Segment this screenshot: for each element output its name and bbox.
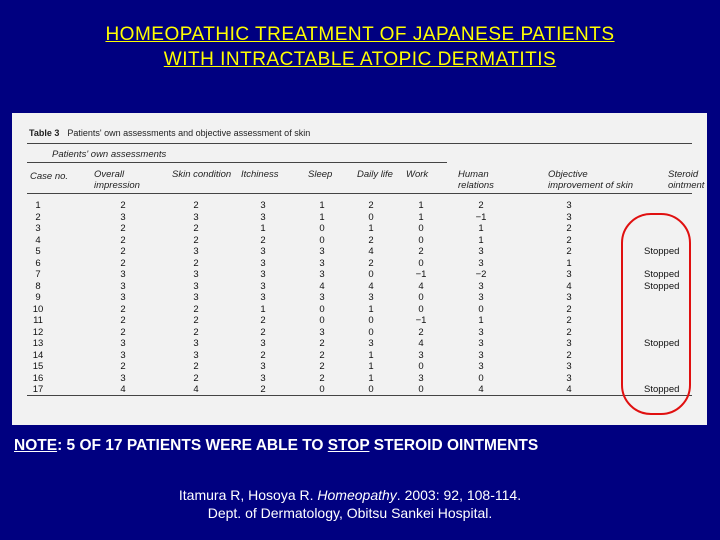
table-cell: 2	[368, 257, 374, 269]
table-cell: 3	[478, 326, 484, 338]
table-cell: 10	[32, 303, 44, 315]
table-cell: 3	[120, 349, 126, 361]
table-cell: −1	[415, 315, 427, 326]
citation-details: . 2003: 92, 108-114.	[396, 487, 522, 503]
table-cell: 3	[478, 338, 484, 349]
table-cell: 4	[319, 280, 325, 292]
table-cell: 1	[319, 211, 325, 223]
table-cell: 12	[32, 326, 44, 338]
table-header-1: Overall impression	[94, 169, 140, 191]
note-text	[14, 437, 714, 455]
table-cell: 3	[193, 292, 199, 303]
table-cell: 4	[193, 384, 199, 395]
table-cell: 3	[120, 280, 126, 292]
table-cell: 1	[35, 200, 41, 211]
table-cell: 16	[32, 372, 44, 384]
table-cell: 3	[193, 338, 199, 349]
table-cell: 4	[566, 384, 572, 395]
table-cell: 2	[120, 223, 126, 234]
table-number: Table 3	[29, 128, 60, 138]
table-cell: 4	[35, 234, 41, 246]
table-rule-top	[27, 143, 692, 144]
slide-title-line-2: WITH INTRACTABLE ATOPIC DERMATITIS	[163, 49, 557, 70]
table-header-9: Steroid ointment	[668, 169, 705, 191]
steroid-stopped-label: Stopped	[644, 246, 680, 257]
note-text-after: STEROID OINTMENTS	[369, 437, 539, 454]
table-cell: 0	[368, 269, 374, 280]
table-cell: 3	[260, 361, 266, 372]
table-cell: 0	[418, 257, 424, 269]
table-cell: 0	[368, 326, 374, 338]
table-cell: 7	[35, 269, 41, 280]
table-cell: 13	[32, 338, 44, 349]
table-cell: 2	[566, 303, 572, 315]
table-cell: 2	[566, 315, 572, 326]
table-cell: 2	[418, 246, 424, 257]
table-cell: 2	[35, 211, 41, 223]
table-cell: 3	[120, 338, 126, 349]
table-cell: 0	[368, 384, 374, 395]
table-cell: 2	[566, 326, 572, 338]
table-cell: 2	[193, 372, 199, 384]
table-cell: 8	[35, 280, 41, 292]
steroid-stopped-label: Stopped	[644, 280, 680, 292]
table-cell: 15	[32, 361, 44, 372]
table-cell: 2	[368, 234, 374, 246]
table-cell: 3	[566, 269, 572, 280]
table-cell: 14	[32, 349, 44, 361]
table-cell: 2	[368, 200, 374, 211]
table-cell: 2	[260, 349, 266, 361]
table-cell: 3	[319, 292, 325, 303]
slide-title-line-1: HOMEOPATHIC TREATMENT OF JAPANESE PATIENTS	[105, 24, 615, 45]
table-cell: 2	[319, 349, 325, 361]
table-cell: 0	[319, 303, 325, 315]
table-cell: 4	[566, 280, 572, 292]
table-header-4: Sleep	[308, 169, 333, 180]
table-cell: 1	[478, 315, 484, 326]
table-cell: 3	[566, 361, 572, 372]
table-cell: 0	[418, 234, 424, 246]
citation-journal: Homeopathy	[317, 487, 397, 503]
citation-line-1	[0, 487, 700, 503]
table-cell: 3	[260, 292, 266, 303]
table-header-2: Skin condition	[172, 169, 232, 180]
table-cell: 2	[120, 315, 126, 326]
table-cell: 3	[193, 246, 199, 257]
steroid-highlight-outline	[621, 213, 691, 415]
table-cell: 0	[418, 361, 424, 372]
table-cell: 3	[478, 246, 484, 257]
table-cell: 2	[193, 223, 199, 234]
table-cell: 3	[260, 338, 266, 349]
table-caption	[29, 128, 310, 138]
table-cell: 4	[418, 338, 424, 349]
table-cell: 1	[368, 303, 374, 315]
table-cell: 3	[368, 338, 374, 349]
table-cell: 3	[120, 269, 126, 280]
table-cell: 1	[418, 200, 424, 211]
table-cell: 3	[478, 280, 484, 292]
table-cell: 3	[319, 257, 325, 269]
table-cell: 2	[566, 234, 572, 246]
table-cell: 5	[35, 246, 41, 257]
table-cell: 2	[319, 361, 325, 372]
table-cell: 9	[35, 292, 41, 303]
table-cell: 1	[368, 349, 374, 361]
table-cell: 2	[193, 315, 199, 326]
table-cell: 3	[566, 211, 572, 223]
table-cell: 0	[418, 223, 424, 234]
table-header-6: Work	[406, 169, 429, 180]
table-cell: 2	[566, 223, 572, 234]
table-cell: 3	[566, 292, 572, 303]
table-cell: 2	[120, 326, 126, 338]
table-header-7: Human relations	[458, 169, 494, 191]
table-cell: 3	[319, 269, 325, 280]
table-cell: 2	[260, 234, 266, 246]
table-cell: 0	[418, 384, 424, 395]
table-cell: 3	[193, 211, 199, 223]
table-cell: 2	[193, 303, 199, 315]
table-cell: 2	[193, 361, 199, 372]
table-cell: 3	[478, 361, 484, 372]
table-subheading: Patients' own assessments	[52, 149, 167, 160]
table-header-8: Objective improvement of skin	[548, 169, 634, 191]
table-rule-sub	[27, 162, 447, 163]
table-cell: 3	[478, 292, 484, 303]
table-cell: 0	[319, 315, 325, 326]
note-label: NOTE	[14, 437, 58, 454]
table-cell: 1	[368, 372, 374, 384]
table-cell: 2	[319, 372, 325, 384]
note-emphasis: STOP	[327, 437, 370, 454]
citation-authors: Itamura R, Hosoya R.	[178, 487, 318, 503]
table-cell: 3	[260, 200, 266, 211]
table-cell: −1	[415, 269, 427, 280]
table-cell: 3	[319, 246, 325, 257]
table-cell: 2	[478, 200, 484, 211]
table-cell: 4	[478, 384, 484, 395]
table-cell: 2	[120, 257, 126, 269]
table-cell: 3	[260, 246, 266, 257]
table-cell: 1	[478, 223, 484, 234]
table-cell: 2	[193, 326, 199, 338]
table-cell: 1	[368, 361, 374, 372]
table-cell: 6	[35, 257, 41, 269]
table-cell: 0	[418, 292, 424, 303]
table-cell: 3	[260, 257, 266, 269]
table-cell: 2	[418, 326, 424, 338]
table-cell: 3	[418, 372, 424, 384]
table-cell: 3	[260, 372, 266, 384]
table-cell: 3	[368, 292, 374, 303]
table-cell: 0	[319, 234, 325, 246]
table-cell: 2	[120, 200, 126, 211]
steroid-stopped-label: Stopped	[644, 384, 680, 395]
table-cell: 3	[319, 326, 325, 338]
table-cell: 0	[319, 223, 325, 234]
table-cell: 2	[260, 326, 266, 338]
table-cell: 3	[120, 211, 126, 223]
table-cell: 2	[120, 234, 126, 246]
table-cell: 3	[120, 292, 126, 303]
table-caption-text: Patients' own assessments and objective assessment of skin	[67, 128, 311, 138]
table-cell: 0	[418, 303, 424, 315]
table-rule-bottom	[27, 395, 692, 396]
table-cell: 11	[33, 315, 43, 326]
table-cell: 3	[566, 372, 572, 384]
table-cell: 4	[368, 246, 374, 257]
table-cell: 3	[193, 280, 199, 292]
table-cell: 2	[193, 234, 199, 246]
table-image	[12, 113, 707, 425]
table-cell: 4	[418, 280, 424, 292]
table-cell: 0	[368, 211, 374, 223]
table-cell: 3	[478, 349, 484, 361]
citation-affiliation: Dept. of Dermatology, Obitsu Sankei Hospital.	[207, 505, 493, 521]
table-cell: 1	[478, 234, 484, 246]
slide-title	[0, 22, 720, 72]
table-cell: 0	[319, 384, 325, 395]
steroid-stopped-label: Stopped	[644, 338, 680, 349]
table-cell: 3	[193, 269, 199, 280]
table-cell: 0	[368, 315, 374, 326]
note-text-before: : 5 OF 17 PATIENTS WERE ABLE TO	[57, 437, 328, 454]
table-cell: 1	[368, 223, 374, 234]
table-cell: 2	[193, 257, 199, 269]
table-cell: 3	[120, 372, 126, 384]
table-rule-header	[27, 193, 692, 194]
table-cell: 3	[35, 223, 41, 234]
table-cell: 1	[566, 257, 572, 269]
table-cell: 0	[478, 303, 484, 315]
table-cell: 1	[260, 303, 266, 315]
table-cell: 2	[193, 200, 199, 211]
table-cell: 3	[260, 211, 266, 223]
table-cell: 2	[319, 338, 325, 349]
table-cell: 2	[566, 349, 572, 361]
table-cell: 2	[260, 315, 266, 326]
table-cell: 3	[260, 280, 266, 292]
table-cell: 3	[260, 269, 266, 280]
table-cell: 2	[566, 246, 572, 257]
table-cell: 2	[120, 246, 126, 257]
table-header-3: Itchiness	[241, 169, 279, 180]
steroid-stopped-label: Stopped	[644, 269, 680, 280]
table-cell: 3	[418, 349, 424, 361]
table-cell: −2	[475, 269, 487, 280]
table-cell: 0	[478, 372, 484, 384]
table-header-5: Daily life	[357, 169, 393, 180]
table-cell: 4	[368, 280, 374, 292]
table-cell: 2	[120, 361, 126, 372]
table-cell: 3	[478, 257, 484, 269]
table-cell: 1	[418, 211, 424, 223]
table-cell: 1	[260, 223, 266, 234]
table-cell: 2	[120, 303, 126, 315]
table-header-0: Case no.	[30, 171, 69, 182]
table-cell: 3	[566, 338, 572, 349]
table-cell: 4	[120, 384, 126, 395]
table-cell: 2	[260, 384, 266, 395]
table-cell: 3	[566, 200, 572, 211]
table-cell: 3	[193, 349, 199, 361]
table-cell: 1	[319, 200, 325, 211]
table-cell: −1	[475, 211, 487, 223]
table-cell: 17	[32, 384, 44, 395]
